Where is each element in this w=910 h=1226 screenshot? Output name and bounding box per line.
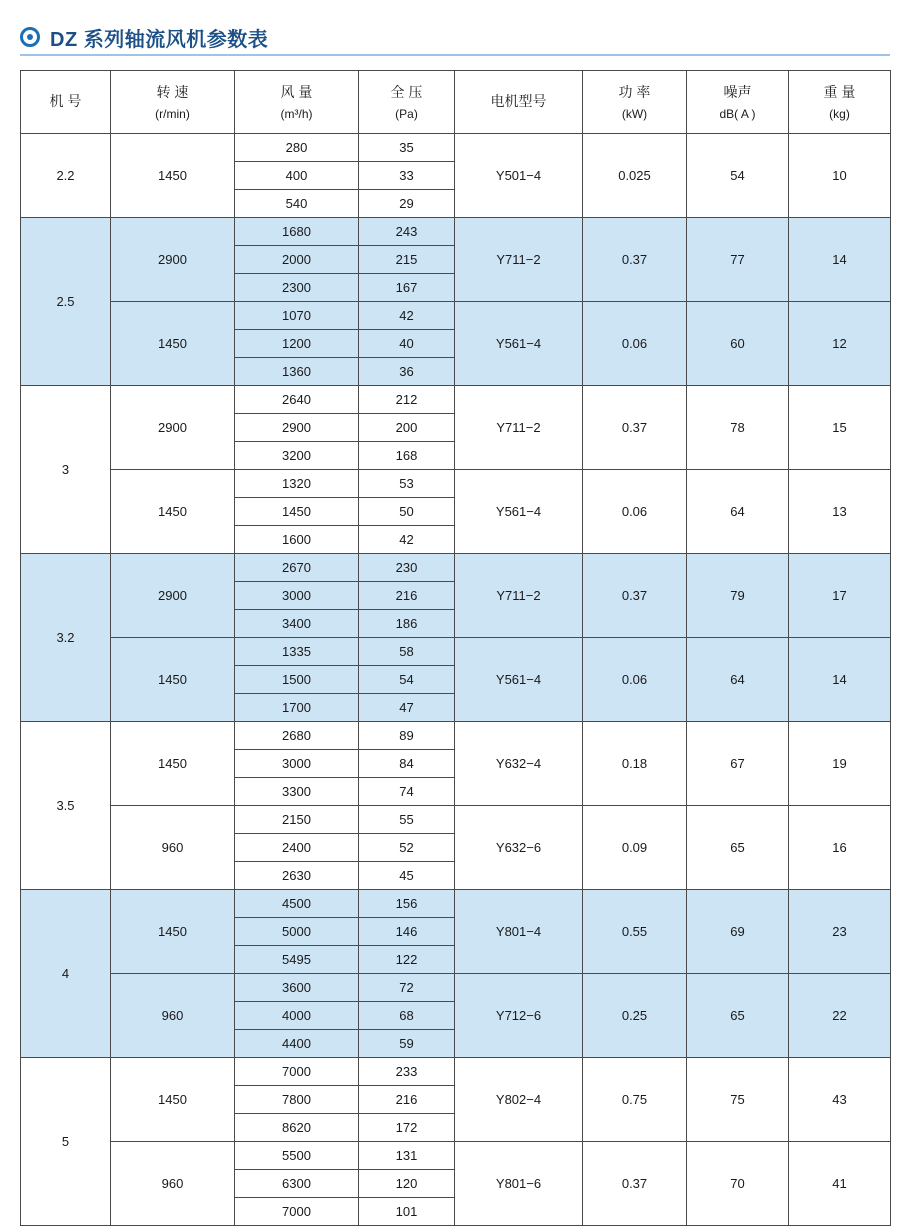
cell-airflow: 540 (235, 190, 359, 218)
cell-airflow: 7800 (235, 1086, 359, 1114)
cell-model: 3.5 (21, 722, 111, 890)
cell-airflow: 3300 (235, 778, 359, 806)
cell-speed: 960 (111, 1142, 235, 1226)
table-row (21, 302, 891, 330)
cell-speed: 2900 (111, 386, 235, 470)
cell-noise: 70 (687, 1142, 789, 1226)
cell-pressure: 156 (359, 890, 455, 918)
cell-noise: 79 (687, 554, 789, 638)
cell-weight: 23 (789, 890, 891, 974)
table-row (21, 134, 891, 162)
cell-airflow: 1450 (235, 498, 359, 526)
cell-model: 4 (21, 890, 111, 1058)
cell-airflow: 1700 (235, 694, 359, 722)
cell-noise: 65 (687, 806, 789, 890)
cell-pressure: 45 (359, 862, 455, 890)
cell-airflow: 1600 (235, 526, 359, 554)
cell-pressure: 47 (359, 694, 455, 722)
cell-airflow: 1500 (235, 666, 359, 694)
cell-power: 0.25 (583, 974, 687, 1058)
cell-noise: 67 (687, 722, 789, 806)
cell-pressure: 101 (359, 1198, 455, 1226)
cell-power: 0.37 (583, 1142, 687, 1226)
column-header-noise: 噪声 dB( A ) (687, 71, 789, 134)
cell-speed: 1450 (111, 638, 235, 722)
cell-noise: 54 (687, 134, 789, 218)
target-circle-icon (20, 27, 40, 47)
cell-weight: 19 (789, 722, 891, 806)
table-row (21, 722, 891, 750)
cell-weight: 41 (789, 1142, 891, 1226)
table-row (21, 1058, 891, 1086)
cell-model: 2.5 (21, 218, 111, 386)
cell-airflow: 4500 (235, 890, 359, 918)
cell-pressure: 52 (359, 834, 455, 862)
cell-airflow: 3000 (235, 582, 359, 610)
column-header-speed: 转 速 (r/min) (111, 71, 235, 134)
cell-pressure: 35 (359, 134, 455, 162)
cell-power: 0.37 (583, 386, 687, 470)
cell-noise: 65 (687, 974, 789, 1058)
cell-pressure: 54 (359, 666, 455, 694)
cell-speed: 1450 (111, 890, 235, 974)
cell-power: 0.025 (583, 134, 687, 218)
table-row (21, 1142, 891, 1170)
cell-pressure: 29 (359, 190, 455, 218)
cell-speed: 1450 (111, 302, 235, 386)
cell-pressure: 146 (359, 918, 455, 946)
cell-pressure: 122 (359, 946, 455, 974)
cell-model: 3.2 (21, 554, 111, 722)
cell-motor-model: Y632−6 (455, 806, 583, 890)
cell-airflow: 2640 (235, 386, 359, 414)
cell-pressure: 168 (359, 442, 455, 470)
cell-noise: 64 (687, 470, 789, 554)
cell-airflow: 4000 (235, 1002, 359, 1030)
cell-pressure: 233 (359, 1058, 455, 1086)
spec-table-container (20, 70, 890, 1226)
cell-pressure: 216 (359, 582, 455, 610)
cell-noise: 75 (687, 1058, 789, 1142)
cell-motor-model: Y802−4 (455, 1058, 583, 1142)
cell-airflow: 1680 (235, 218, 359, 246)
cell-pressure: 172 (359, 1114, 455, 1142)
cell-airflow: 1360 (235, 358, 359, 386)
cell-pressure: 42 (359, 302, 455, 330)
cell-airflow: 2630 (235, 862, 359, 890)
cell-pressure: 243 (359, 218, 455, 246)
cell-pressure: 200 (359, 414, 455, 442)
cell-pressure: 230 (359, 554, 455, 582)
cell-model: 3 (21, 386, 111, 554)
cell-pressure: 212 (359, 386, 455, 414)
cell-airflow: 280 (235, 134, 359, 162)
column-header-pressure: 全 压 (Pa) (359, 71, 455, 134)
cell-motor-model: Y561−4 (455, 470, 583, 554)
cell-pressure: 215 (359, 246, 455, 274)
cell-power: 0.06 (583, 302, 687, 386)
cell-airflow: 3200 (235, 442, 359, 470)
cell-airflow: 5500 (235, 1142, 359, 1170)
cell-airflow: 4400 (235, 1030, 359, 1058)
cell-noise: 60 (687, 302, 789, 386)
cell-pressure: 120 (359, 1170, 455, 1198)
cell-power: 0.06 (583, 638, 687, 722)
cell-power: 0.06 (583, 470, 687, 554)
cell-weight: 14 (789, 218, 891, 302)
cell-pressure: 74 (359, 778, 455, 806)
cell-airflow: 1070 (235, 302, 359, 330)
cell-speed: 2900 (111, 218, 235, 302)
table-row (21, 554, 891, 582)
cell-pressure: 186 (359, 610, 455, 638)
cell-model: 2.2 (21, 134, 111, 218)
cell-motor-model: Y711−2 (455, 554, 583, 638)
column-header-weight: 重 量 (kg) (789, 71, 891, 134)
cell-weight: 43 (789, 1058, 891, 1142)
table-header (21, 71, 891, 134)
cell-motor-model: Y712−6 (455, 974, 583, 1058)
cell-airflow: 2000 (235, 246, 359, 274)
cell-speed: 1450 (111, 134, 235, 218)
cell-power: 0.37 (583, 218, 687, 302)
cell-speed: 1450 (111, 470, 235, 554)
cell-airflow: 6300 (235, 1170, 359, 1198)
cell-pressure: 55 (359, 806, 455, 834)
cell-motor-model: Y501−4 (455, 134, 583, 218)
cell-motor-model: Y801−6 (455, 1142, 583, 1226)
cell-power: 0.18 (583, 722, 687, 806)
cell-airflow: 2150 (235, 806, 359, 834)
cell-motor-model: Y801−4 (455, 890, 583, 974)
cell-motor-model: Y561−4 (455, 638, 583, 722)
cell-pressure: 72 (359, 974, 455, 1002)
table-row (21, 470, 891, 498)
table-row (21, 638, 891, 666)
table-row (21, 218, 891, 246)
cell-noise: 77 (687, 218, 789, 302)
cell-pressure: 89 (359, 722, 455, 750)
cell-weight: 14 (789, 638, 891, 722)
cell-airflow: 1200 (235, 330, 359, 358)
cell-weight: 12 (789, 302, 891, 386)
cell-airflow: 2670 (235, 554, 359, 582)
cell-pressure: 216 (359, 1086, 455, 1114)
cell-weight: 16 (789, 806, 891, 890)
cell-airflow: 1335 (235, 638, 359, 666)
cell-airflow: 5000 (235, 918, 359, 946)
cell-pressure: 36 (359, 358, 455, 386)
cell-pressure: 58 (359, 638, 455, 666)
cell-speed: 960 (111, 974, 235, 1058)
cell-motor-model: Y561−4 (455, 302, 583, 386)
cell-speed: 2900 (111, 554, 235, 638)
cell-airflow: 3600 (235, 974, 359, 1002)
cell-airflow: 400 (235, 162, 359, 190)
cell-airflow: 2900 (235, 414, 359, 442)
cell-pressure: 33 (359, 162, 455, 190)
cell-noise: 78 (687, 386, 789, 470)
cell-motor-model: Y711−2 (455, 218, 583, 302)
cell-airflow: 8620 (235, 1114, 359, 1142)
cell-speed: 960 (111, 806, 235, 890)
page-title: DZ 系列轴流风机参数表 (50, 28, 269, 51)
cell-pressure: 131 (359, 1142, 455, 1170)
cell-pressure: 68 (359, 1002, 455, 1030)
fan-spec-table (20, 70, 891, 1226)
cell-airflow: 2400 (235, 834, 359, 862)
cell-airflow: 3000 (235, 750, 359, 778)
cell-pressure: 84 (359, 750, 455, 778)
cell-weight: 22 (789, 974, 891, 1058)
cell-pressure: 53 (359, 470, 455, 498)
cell-airflow: 2300 (235, 274, 359, 302)
cell-airflow: 5495 (235, 946, 359, 974)
cell-noise: 69 (687, 890, 789, 974)
cell-power: 0.75 (583, 1058, 687, 1142)
header-divider (20, 54, 890, 56)
table-row (21, 386, 891, 414)
cell-pressure: 167 (359, 274, 455, 302)
cell-pressure: 59 (359, 1030, 455, 1058)
cell-airflow: 7000 (235, 1058, 359, 1086)
cell-weight: 17 (789, 554, 891, 638)
column-header-model: 机 号 (21, 71, 111, 134)
cell-speed: 1450 (111, 1058, 235, 1142)
cell-motor-model: Y711−2 (455, 386, 583, 470)
cell-pressure: 40 (359, 330, 455, 358)
column-header-airflow: 风 量 (m³/h) (235, 71, 359, 134)
cell-airflow: 7000 (235, 1198, 359, 1226)
column-header-power: 功 率 (kW) (583, 71, 687, 134)
cell-power: 0.09 (583, 806, 687, 890)
cell-airflow: 2680 (235, 722, 359, 750)
cell-model: 5 (21, 1058, 111, 1226)
header-row (21, 71, 891, 134)
cell-pressure: 42 (359, 526, 455, 554)
cell-motor-model: Y632−4 (455, 722, 583, 806)
cell-pressure: 50 (359, 498, 455, 526)
cell-airflow: 3400 (235, 610, 359, 638)
cell-power: 0.37 (583, 554, 687, 638)
cell-weight: 10 (789, 134, 891, 218)
table-row (21, 890, 891, 918)
cell-noise: 64 (687, 638, 789, 722)
table-row (21, 974, 891, 1002)
cell-speed: 1450 (111, 722, 235, 806)
cell-weight: 15 (789, 386, 891, 470)
table-row (21, 806, 891, 834)
column-header-motor-model: 电机型号 (455, 71, 583, 134)
cell-airflow: 1320 (235, 470, 359, 498)
cell-power: 0.55 (583, 890, 687, 974)
cell-weight: 13 (789, 470, 891, 554)
table-body (21, 134, 891, 1226)
page-header (20, 18, 890, 56)
